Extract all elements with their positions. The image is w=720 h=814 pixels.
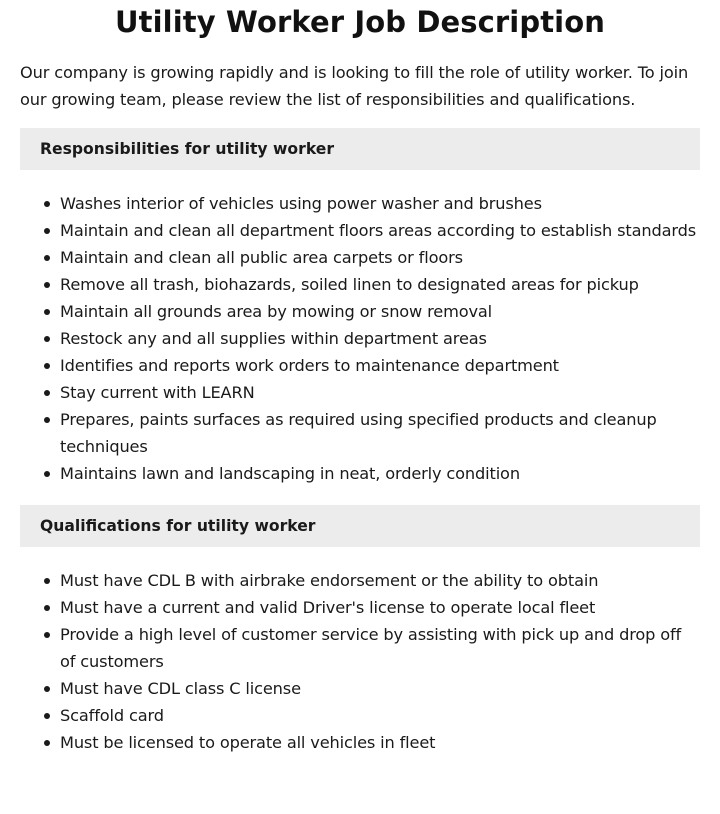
list-item: Must have CDL class C license [60, 675, 700, 702]
responsibilities-heading: Responsibilities for utility worker [20, 128, 700, 170]
list-item: Must be licensed to operate all vehicles in fleet [60, 729, 700, 756]
qualifications-heading: Qualifications for utility worker [20, 505, 700, 547]
list-item: Provide a high level of customer service by assisting with pick up and drop off of customers [60, 621, 700, 675]
list-item: Prepares, paints surfaces as required using specified products and cleanup techniques [60, 406, 700, 460]
list-item: Maintain and clean all department floors areas according to establish standards [60, 217, 700, 244]
page-title: Utility Worker Job Description [115, 5, 605, 39]
list-item: Identifies and reports work orders to maintenance department [60, 352, 700, 379]
list-item: Restock any and all supplies within department areas [60, 325, 700, 352]
list-item: Stay current with LEARN [60, 379, 700, 406]
responsibilities-list [20, 190, 700, 487]
qualifications-list [20, 567, 700, 756]
list-item: Must have a current and valid Driver's license to operate local fleet [60, 594, 700, 621]
intro-paragraph: Our company is growing rapidly and is looking to fill the role of utility worker. To join our growing team, please review the list of responsibilities and qualifications. [20, 63, 689, 109]
list-item: Maintains lawn and landscaping in neat, orderly condition [60, 460, 700, 487]
list-item: Remove all trash, biohazards, soiled linen to designated areas for pickup [60, 271, 700, 298]
list-item: Must have CDL B with airbrake endorsement or the ability to obtain [60, 567, 700, 594]
list-item: Scaffold card [60, 702, 700, 729]
list-item: Maintain and clean all public area carpets or floors [60, 244, 700, 271]
list-item: Maintain all grounds area by mowing or snow removal [60, 298, 700, 325]
list-item: Washes interior of vehicles using power washer and brushes [60, 190, 700, 217]
